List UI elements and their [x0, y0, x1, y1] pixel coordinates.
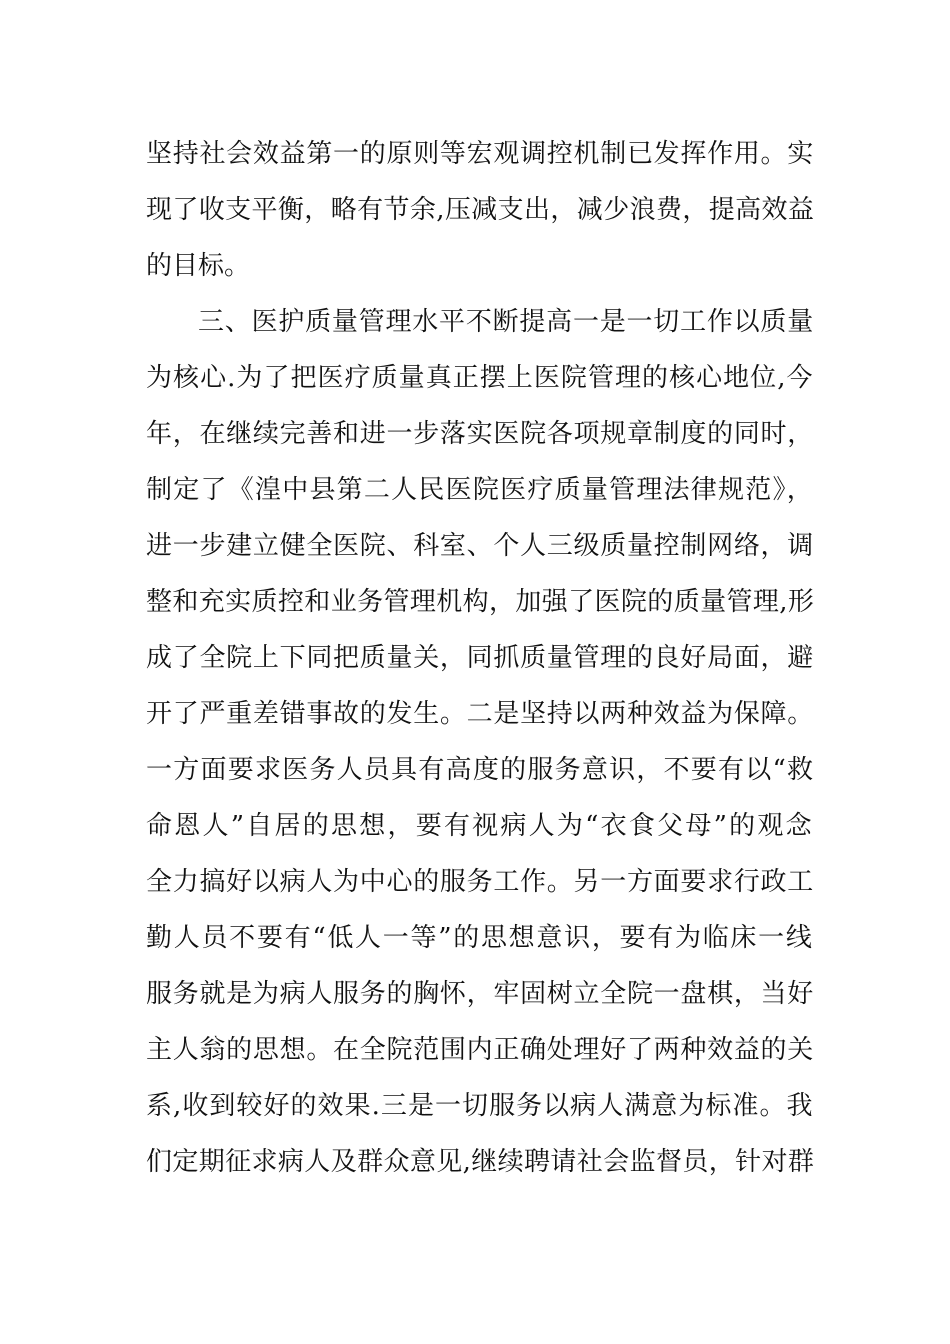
text-line: 的目标。 — [146, 251, 251, 281]
text-line: 制定了《湟中县第二人民医院医疗质量管理法律规范》， — [146, 475, 815, 505]
text-line: 成了全院上下同把质量关，同抓质量管理的良好局面，避 — [146, 643, 815, 673]
text-line: 们定期征求病人及群众意见,继续聘请社会监督员，针对群 — [146, 1147, 815, 1177]
text-line: 一方面要求医务人员具有高度的服务意识，不要有以“救 — [146, 755, 815, 785]
text-line: 年，在继续完善和进一步落实医院各项规章制度的同时， — [146, 419, 815, 449]
text-line: 整和充实质控和业务管理机构，加强了医院的质量管理,形 — [146, 587, 815, 617]
text-line: 系,收到较好的效果.三是一切服务以病人满意为标准。我 — [146, 1091, 814, 1121]
text-line: 主人翁的思想。在全院范围内正确处理好了两种效益的关 — [146, 1035, 815, 1065]
section-heading-line: 三、医护质量管理水平不断提高一是一切工作以质量 — [198, 307, 815, 337]
text-line: 全力搞好以病人为中心的服务工作。另一方面要求行政工 — [146, 867, 815, 897]
text-line: 现了收支平衡，略有节余,压减支出，减少浪费，提高效益 — [146, 195, 815, 225]
text-line: 勤人员不要有“低人一等”的思想意识，要有为临床一线 — [146, 923, 814, 953]
text-line: 进一步建立健全医院、科室、个人三级质量控制网络，调 — [146, 531, 815, 561]
text-line: 服务就是为病人服务的胸怀，牢固树立全院一盘棋，当好 — [146, 979, 815, 1009]
text-line: 命恩人”自居的思想，要有视病人为“衣食父母”的观念 — [146, 811, 814, 841]
text-line: 坚持社会效益第一的原则等宏观调控机制已发挥作用。实 — [146, 139, 815, 169]
text-line: 开了严重差错事故的发生。二是坚持以两种效益为保障。 — [146, 699, 815, 729]
text-line: 为核心.为了把医疗质量真正摆上医院管理的核心地位,今 — [146, 363, 814, 393]
